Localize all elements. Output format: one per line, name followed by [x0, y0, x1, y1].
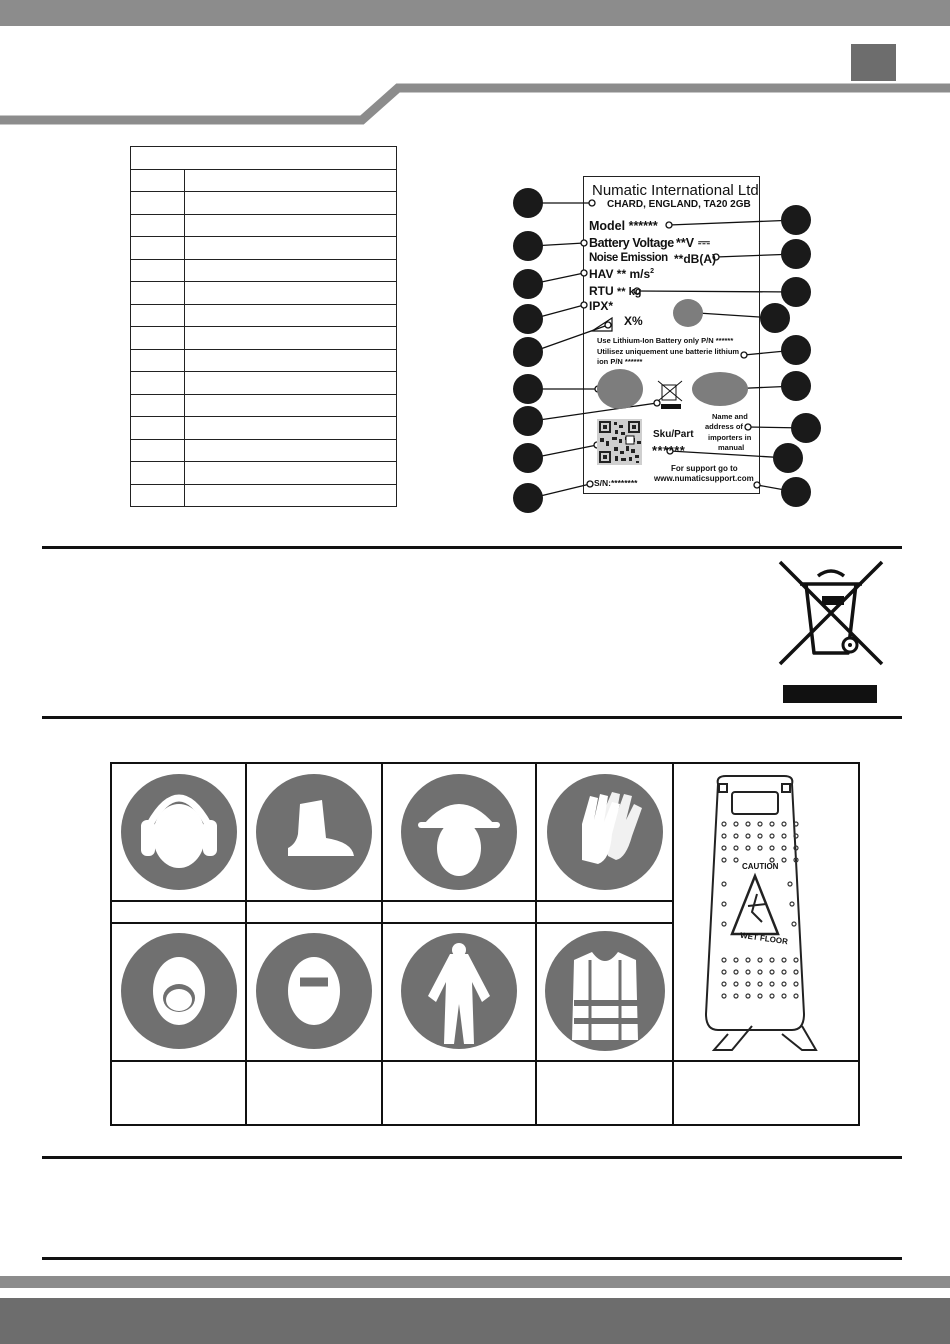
label-importer-4: manual	[718, 443, 745, 452]
label-support-2: www.numaticsupport.com	[654, 474, 754, 483]
callout-marker	[773, 443, 803, 473]
label-hav	[589, 267, 654, 281]
callout-marker	[781, 335, 811, 365]
label-model: Model ******	[589, 219, 658, 233]
label-hav-text: HAV ** m/s	[589, 267, 651, 281]
dc-symbol: ⎓	[698, 234, 710, 251]
section-rule	[42, 1156, 902, 1159]
label-address: CHARD, ENGLAND, TA20 2GB	[607, 199, 751, 210]
label-support-1: For support go to	[671, 464, 738, 473]
callout-marker	[513, 374, 543, 404]
callout-marker	[781, 477, 811, 507]
crossed-out-wheelie-bin-icon	[770, 556, 890, 704]
label-rtu-value: ** kg	[617, 286, 642, 298]
callout-marker	[513, 304, 543, 334]
label-importer-3: importers in	[708, 433, 752, 442]
section-rule	[42, 546, 902, 549]
callout-marker	[513, 483, 543, 513]
label-rtu	[589, 284, 641, 298]
label-battery-note-2: Utilisez uniquement une batterie lithium	[597, 347, 740, 356]
wet-floor-sign-holes	[722, 822, 798, 998]
callout-marker	[513, 406, 543, 436]
label-slope: X%	[624, 314, 643, 328]
label-ipx: IPX*	[589, 299, 614, 313]
logo-placeholder-left	[597, 369, 643, 409]
label-noise: Noise Emission	[589, 252, 668, 264]
label-importer-2: address of	[705, 422, 743, 431]
footer-band	[0, 1298, 950, 1344]
callout-marker	[781, 277, 811, 307]
callout-marker	[513, 188, 543, 218]
callout-marker	[513, 231, 543, 261]
callout-lines	[0, 0, 950, 560]
label-battery-note-1: Use Lithium-Ion Battery only P/N ******	[597, 336, 734, 345]
callout-marker	[513, 443, 543, 473]
ppe-grid	[110, 762, 860, 1126]
callout-marker	[781, 239, 811, 269]
qr-code	[597, 419, 642, 465]
label-battery-voltage: Battery Voltage	[589, 236, 674, 250]
label-importer-1: Name and	[712, 412, 748, 421]
label-sku-value: ******	[652, 443, 686, 458]
callout-marker	[781, 371, 811, 401]
label-serial: S/N:********	[594, 478, 638, 488]
label-sku: Sku/Part	[653, 429, 694, 440]
callout-marker	[513, 337, 543, 367]
label-battery-voltage-value: **V	[676, 236, 695, 250]
section-rule	[42, 1257, 902, 1260]
callout-marker	[781, 205, 811, 235]
logo-placeholder-right	[692, 372, 748, 406]
callout-marker	[513, 269, 543, 299]
label-battery-note-3: ion P/N ******	[597, 357, 643, 366]
section-rule	[42, 716, 902, 719]
ce-mark-placeholder	[673, 299, 703, 327]
callout-marker	[760, 303, 790, 333]
label-hav-sup: 2	[650, 268, 655, 275]
weee-small-icon	[658, 381, 682, 401]
sign-caution-text: CAUTION	[742, 862, 779, 871]
label-noise-value: **dB(A)	[674, 252, 716, 266]
ppe-icons	[112, 764, 858, 1124]
label-company: Numatic International Ltd	[592, 182, 759, 199]
footer-stripe	[0, 1276, 950, 1288]
callout-marker	[791, 413, 821, 443]
sign-wet-floor-text: WET FLOOR	[739, 930, 789, 947]
label-rtu-text: RTU	[589, 284, 614, 298]
wet-floor-sign-icon	[706, 776, 816, 1050]
